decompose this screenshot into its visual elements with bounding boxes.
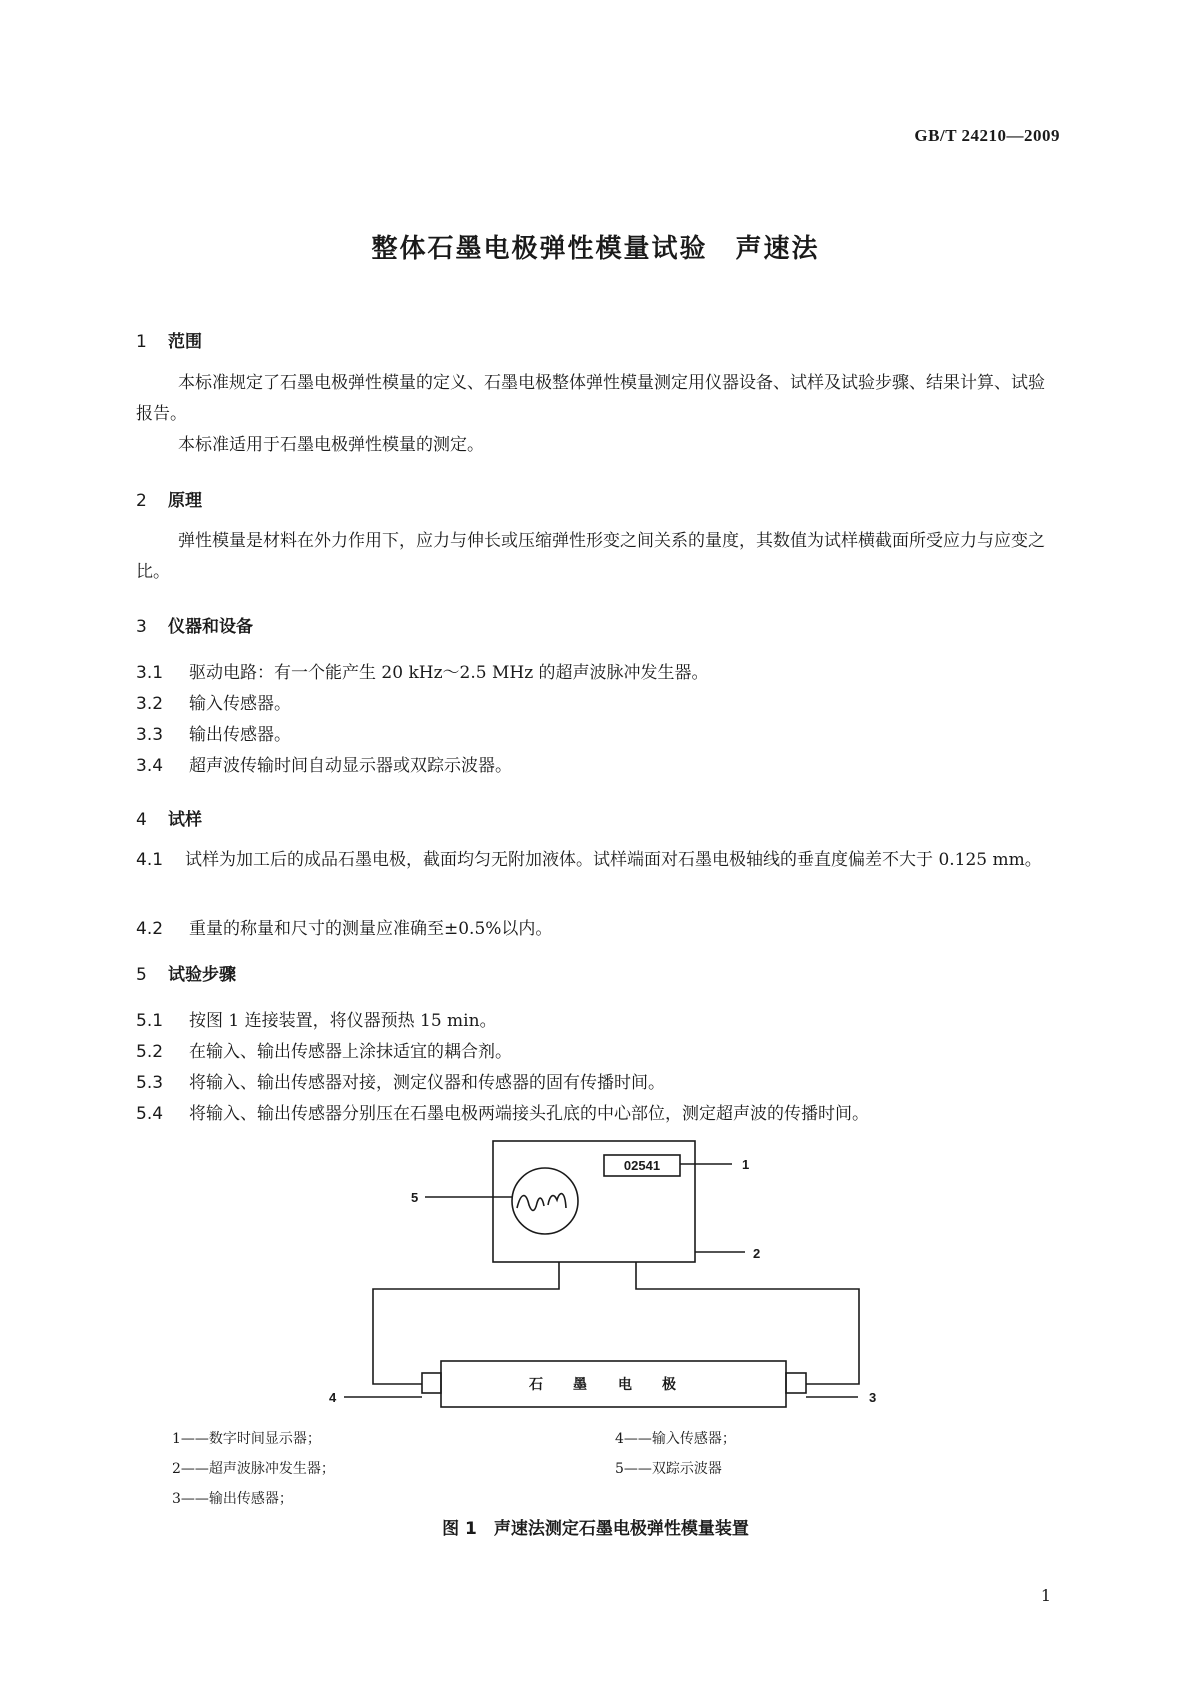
legend-item-1: 1——数字时间显示器； bbox=[172, 1431, 321, 1447]
electrode-label-char: 石 bbox=[529, 1377, 543, 1393]
clause-number: 3.3 bbox=[136, 725, 164, 745]
legend-item-2: 2——超声波脉冲发生器； bbox=[172, 1461, 335, 1477]
section-title: 试验步骤 bbox=[168, 965, 236, 985]
input-transducer bbox=[422, 1373, 441, 1393]
section-number: 5 bbox=[136, 965, 147, 985]
clause-number: 4.1 bbox=[136, 850, 164, 870]
clause-number: 3.2 bbox=[136, 694, 164, 714]
oscilloscope-trace bbox=[517, 1194, 566, 1211]
output-cable bbox=[636, 1262, 859, 1384]
callout-3: 3 bbox=[869, 1390, 877, 1405]
section-1-paragraph-2: 本标准适用于石墨电极弹性模量的测定。 bbox=[178, 435, 484, 455]
section-number: 2 bbox=[136, 491, 147, 511]
clause-text: 按图 1 连接装置，将仪器预热 15 min。 bbox=[189, 1011, 497, 1031]
figure-caption: 图 1 声速法测定石墨电极弹性模量装置 bbox=[442, 1519, 749, 1539]
section-1-paragraph-1: 本标准规定了石墨电极弹性模量的定义、石墨电极整体弹性模量测定用仪器设备、试样及试验步骤、结果计算、试验报告。 bbox=[136, 373, 1045, 424]
clause-number: 5.1 bbox=[136, 1011, 164, 1031]
graphite-electrode-body bbox=[441, 1361, 786, 1407]
output-transducer bbox=[786, 1373, 806, 1393]
clause-text: 将输入、输出传感器对接，测定仪器和传感器的固有传播时间。 bbox=[189, 1073, 665, 1093]
clause-text: 输入传感器。 bbox=[189, 694, 291, 714]
section-title: 范围 bbox=[168, 332, 202, 352]
clause-number: 5.2 bbox=[136, 1042, 164, 1062]
section-title: 试样 bbox=[168, 810, 202, 830]
clause-text: 试样为加工后的成品石墨电极，截面均匀无附加液体。试样端面对石墨电极轴线的垂直度偏差不大于 0.125 mm。 bbox=[185, 850, 1042, 870]
section-title: 原理 bbox=[168, 491, 202, 511]
callout-4: 4 bbox=[329, 1390, 337, 1405]
display-value: 02541 bbox=[623, 1158, 661, 1173]
electrode-label-char: 电 bbox=[618, 1377, 632, 1393]
oscilloscope-circle bbox=[512, 1168, 578, 1234]
document-title: 整体石墨电极弹性模量试验 声速法 bbox=[371, 234, 820, 264]
pulse-generator-box bbox=[493, 1141, 695, 1262]
clause-number: 3.4 bbox=[136, 756, 164, 776]
electrode-label-char: 极 bbox=[662, 1377, 676, 1393]
clause-text: 超声波传输时间自动显示器或双踪示波器。 bbox=[189, 756, 512, 776]
clause-text: 重量的称量和尺寸的测量应准确至±0.5%以内。 bbox=[189, 919, 553, 939]
section-number: 1 bbox=[136, 332, 147, 352]
legend-item-4: 4——输入传感器； bbox=[615, 1431, 736, 1447]
clause-text: 将输入、输出传感器分别压在石墨电极两端接头孔底的中心部位，测定超声波的传播时间。 bbox=[189, 1104, 869, 1124]
section-2-paragraph-1: 弹性模量是材料在外力作用下，应力与伸长或压缩弹性形变之间关系的量度，其数值为试样横截面所受应力与应变之比。 bbox=[136, 531, 1045, 582]
clause-text: 输出传感器。 bbox=[189, 725, 291, 745]
clause-text: 在输入、输出传感器上涂抹适宜的耦合剂。 bbox=[189, 1042, 512, 1062]
clause-text: 驱动电路：有一个能产生 20 kHz～2.5 MHz 的超声波脉冲发生器。 bbox=[189, 663, 709, 683]
section-number: 3 bbox=[136, 617, 147, 637]
callout-1: 1 bbox=[742, 1157, 750, 1172]
section-title: 仪器和设备 bbox=[168, 617, 253, 637]
legend-item-5: 5——双踪示波器 bbox=[615, 1461, 722, 1477]
clause-number: 3.1 bbox=[136, 663, 164, 683]
callout-5: 5 bbox=[411, 1190, 419, 1205]
clause-number: 5.4 bbox=[136, 1104, 164, 1124]
input-cable bbox=[373, 1262, 559, 1384]
callout-2: 2 bbox=[753, 1246, 761, 1261]
legend-item-3: 3——输出传感器； bbox=[172, 1491, 293, 1507]
clause-number: 5.3 bbox=[136, 1073, 164, 1093]
electrode-label-char: 墨 bbox=[573, 1377, 587, 1393]
standard-number: GB/T 24210—2009 bbox=[914, 126, 1060, 145]
clause-number: 4.2 bbox=[136, 919, 164, 939]
section-number: 4 bbox=[136, 810, 147, 830]
page-number: 1 bbox=[1040, 1586, 1051, 1605]
